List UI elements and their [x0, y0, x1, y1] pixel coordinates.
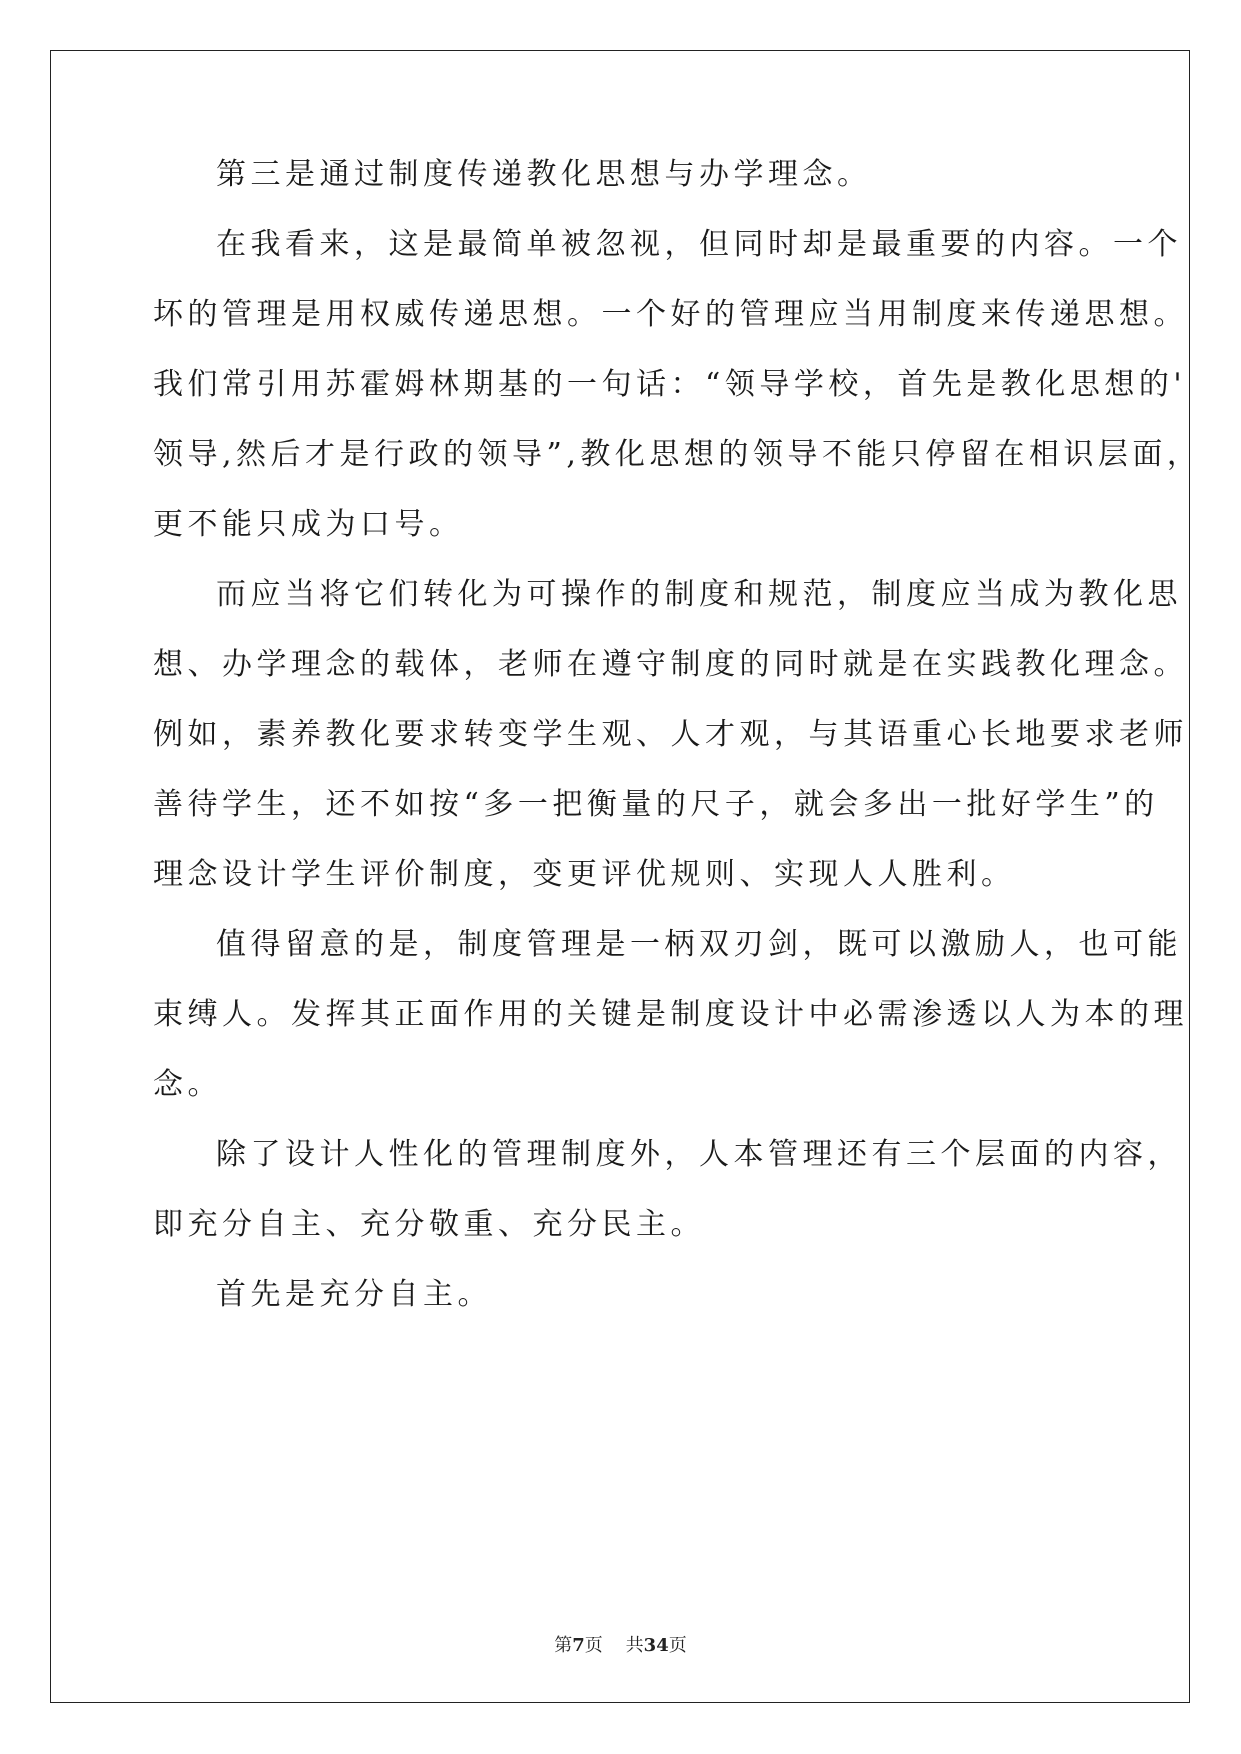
paragraph-line: 束缚人。发挥其正面作用的关键是制度设计中必需渗透以人为本的理: [153, 997, 1188, 1032]
paragraph-line: 善待学生，还不如按“多一把衡量的尺子，就会多出一批好学生”的: [153, 787, 1159, 822]
paragraph-line: 而应当将它们转化为可操作的制度和规范，制度应当成为教化思: [216, 577, 1182, 612]
paragraph-line: 我们常引用苏霍姆林期基的一句话：“领导学校，首先是教化思想的': [153, 367, 1187, 402]
footer-total-prefix: 共: [625, 1635, 644, 1656]
paragraph-line: 想、办学理念的载体，老师在遵守制度的同时就是在实践教化理念。: [153, 647, 1188, 682]
total-pages: 34: [643, 1635, 669, 1656]
paragraph-line: 坏的管理是用权威传递思想。一个好的管理应当用制度来传递思想。: [153, 297, 1188, 332]
paragraph-line: 理念设计学生评价制度，变更评优规则、实现人人胜利。: [153, 857, 1016, 892]
paragraph-line: 除了设计人性化的管理制度外，人本管理还有三个层面的内容，: [216, 1137, 1182, 1172]
page-footer: [0, 1634, 1241, 1658]
paragraph-line: 即充分自主、充分敬重、充分民主。: [153, 1207, 705, 1242]
paragraph-line: 念。: [153, 1067, 222, 1102]
paragraph-line: 领导,然后才是行政的领导”,教化思想的领导不能只停留在相识层面，: [153, 437, 1202, 472]
paragraph-line: 更不能只成为口号。: [153, 507, 464, 542]
footer-page-suffix: 页: [584, 1635, 603, 1656]
footer-prefix: 第: [554, 1635, 573, 1656]
footer-total-suffix: 页: [668, 1635, 687, 1656]
page-number: 7: [572, 1635, 585, 1656]
paragraph-line: 首先是充分自主。: [216, 1277, 492, 1312]
paragraph-line: 值得留意的是，制度管理是一柄双刃剑，既可以激励人，也可能: [216, 927, 1182, 962]
paragraph-line: 例如，素养教化要求转变学生观、人才观，与其语重心长地要求老师: [153, 717, 1188, 752]
paragraph-line: 第三是通过制度传递教化思想与办学理念。: [216, 157, 872, 192]
paragraph-line: 在我看来，这是最简单被忽视，但同时却是最重要的内容。一个: [216, 227, 1182, 262]
